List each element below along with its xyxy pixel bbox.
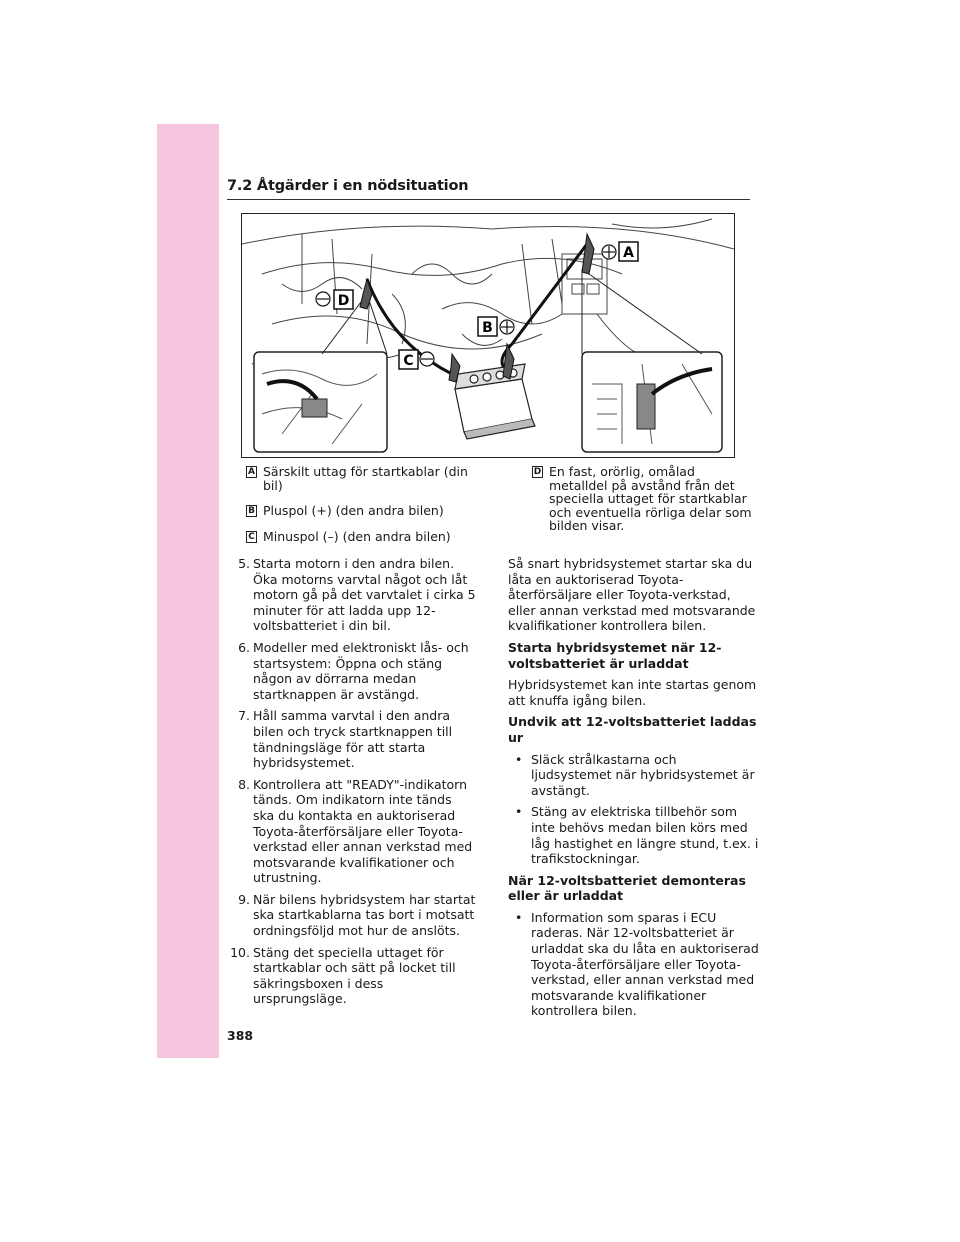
intro-paragraph: Så snart hybridsystemet startar ska du låta en auktoriserad Toyota-återförsäljare eller Toyota-verkstad, eller annan verkstad med motsvarande kvalifikationer kontrollera bilen. [508, 556, 756, 634]
legend-letter-d: D [533, 467, 542, 477]
legend-text-b: Pluspol (+) (den andra bilen) [263, 503, 444, 518]
step-number: 5. [238, 556, 250, 571]
heading-avoid-discharge: Undvik att 12-voltsbatteriet laddas ur [508, 714, 757, 745]
step-text: Håll samma varvtal i den andra bilen och tryck startknappen till tändningsläge för att starta hybridsystemet. [253, 708, 453, 771]
callout-d: D [337, 293, 350, 309]
bullet-text: Stäng av elektriska tillbehör som inte behövs medan bilen körs med låg hastighet en längre stund, t.ex. i trafikstockningar. [531, 804, 759, 867]
step-text: Stäng det speciella uttaget för startkablar och sätt på locket till säkringsboxen i dess ursprungsläge. [253, 944, 456, 1007]
step-text: När bilens hybridsystem har startat ska startkablarna tas bort i motsatt ordningsföljd mot hur de anslöts. [253, 891, 476, 939]
step-9 [236, 892, 476, 939]
step-10 [230, 944, 476, 1007]
legend-letter-a: A [246, 466, 257, 478]
bullet-dot: • [515, 909, 523, 925]
engine-bay-drawing [242, 214, 734, 457]
callout-a: A [623, 245, 634, 261]
paragraph-push-start: Hybridsystemet kan inte startas genom att knuffa igång bilen. [508, 677, 757, 708]
figure-legend-left [246, 465, 471, 555]
bullet-dot: • [515, 804, 523, 820]
legend-item-b [246, 504, 471, 518]
header-rule [227, 199, 750, 200]
step-7 [236, 708, 476, 770]
callout-c: C [403, 353, 414, 369]
legend-letter-c: C [246, 531, 257, 543]
legend-text-d: En fast, orörlig, omålad metalldel på avstånd från det speciella uttaget för startkablar och eventuella rörliga delar som bilden visar. [549, 464, 752, 533]
step-6 [236, 640, 476, 702]
step-5 [236, 556, 476, 634]
step-text: Starta motorn i den andra bilen. Öka motorns varvtal något och låt motorn gå på det varvtalet i cirka 5 minuter för att ladda upp 12-voltsbatteriet i din bil. [253, 556, 476, 634]
bullet-item [508, 752, 760, 799]
step-number: 8. [238, 776, 250, 792]
bullet-text: Släck strålkastarna och ljudsystemet när hybridsystemet är avstängt. [531, 751, 755, 798]
step-text: Modeller med elektroniskt lås- och startsystem: Öppna och stäng någon av dörrarna medan startknappen är avstängd. [253, 639, 469, 702]
step-number: 7. [238, 708, 250, 724]
figure-legend-right [532, 465, 754, 545]
page-number: 388 [227, 1028, 254, 1043]
steps-column [230, 556, 476, 1013]
legend-item-c [246, 530, 471, 544]
section-header: 7.2 Åtgärder i en nödsituation [227, 178, 469, 194]
bullet-item [508, 910, 760, 1019]
legend-text-a: Särskilt uttag för startkablar (din bil) [263, 464, 468, 493]
legend-letter-b: B [246, 505, 257, 517]
jump-start-illustration [241, 213, 735, 458]
step-number: 10. [230, 944, 250, 960]
heading-start-discharged: Starta hybridsystemet när 12-voltsbatteriet är urladdat [508, 639, 722, 671]
info-column [508, 556, 760, 1025]
bullet-item [508, 804, 760, 866]
bullet-text: Information som sparas i ECU raderas. När 12-voltsbatteriet är urladdat ska du låta en auktoriserad Toyota-återförsäljare eller Toyota-verkstad, eller annan verkstad med motsvarande kvalifikationer kontrollera bilen. [531, 909, 759, 1019]
heading-battery-removed: När 12-voltsbatteriet demonteras eller är urladdat [508, 872, 746, 904]
bullet-dot: • [515, 751, 523, 767]
step-8 [236, 777, 476, 886]
legend-item-a [246, 465, 471, 492]
section-color-tab [157, 124, 219, 1058]
step-text: Kontrollera att "READY"-indikatorn tänds. Om indikatorn inte tänds ska du kontakta en auktoriserad Toyota-återförsäljare eller Toyota-verkstad eller annan verkstad med motsvarande kvalifikationer och utrustning. [253, 776, 473, 886]
legend-item-d [532, 465, 754, 533]
step-number: 6. [238, 639, 250, 655]
step-number: 9. [238, 891, 250, 907]
legend-text-c: Minuspol (–) (den andra bilen) [263, 528, 451, 544]
callout-b: B [482, 320, 493, 336]
